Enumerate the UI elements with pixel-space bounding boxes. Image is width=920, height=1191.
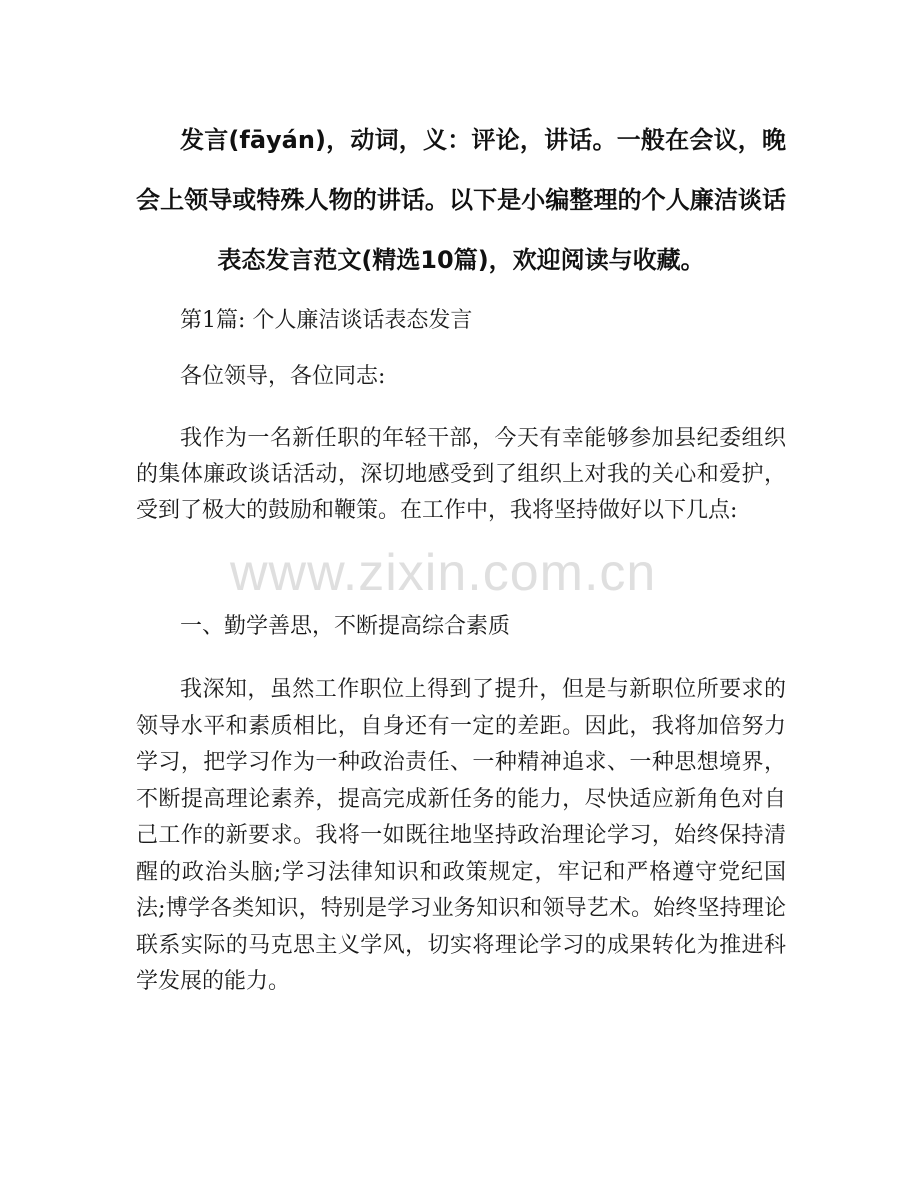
intro-paragraph: 发言(fāyán)，动词，义：评论，讲话。一般在会议，晚会上领导或特殊人物的讲话。以下是小编整理的个人廉洁谈话表态发言范文(精选10篇)，欢迎阅读与收藏。 — [136, 126, 786, 274]
paragraph-1: 我作为一名新任职的年轻干部，今天有幸能够参加县纪委组织的集体廉政谈话活动，深切地感受到了组织上对我的关心和爱护，受到了极大的鼓励和鞭策。在工作中，我将坚持做好以下几点: — [136, 426, 786, 524]
article-heading: 第1篇: 个人廉洁谈话表态发言 — [180, 308, 473, 333]
greeting: 各位领导，各位同志: — [180, 364, 386, 389]
watermark: www.zixin.com.cn — [230, 544, 657, 602]
paragraph-2: 我深知，虽然工作职位上得到了提升，但是与新职位所要求的领导水平和素质相比，自身还有一定的差距。因此，我将加倍努力学习，把学习作为一种政治责任、一种精神追求、一种思想境界，不断提高理论素养，提高完成新任务的能力，尽快适应新角色对自己工作的新要求。我将一如既往地坚持政治理论学习，始终保持清醒的政治头脑;学习法律知识和政策规定，牢记和严格遵守党纪国法;博学各类知识，特别是学习业务知识和领导艺术。始终坚持理论联系实际的马克思主义学风，切实将理论学习的成果转化为推进科学发展的能力。 — [136, 677, 786, 994]
section-1-title: 一、勤学善思，不断提高综合素质 — [180, 614, 511, 639]
